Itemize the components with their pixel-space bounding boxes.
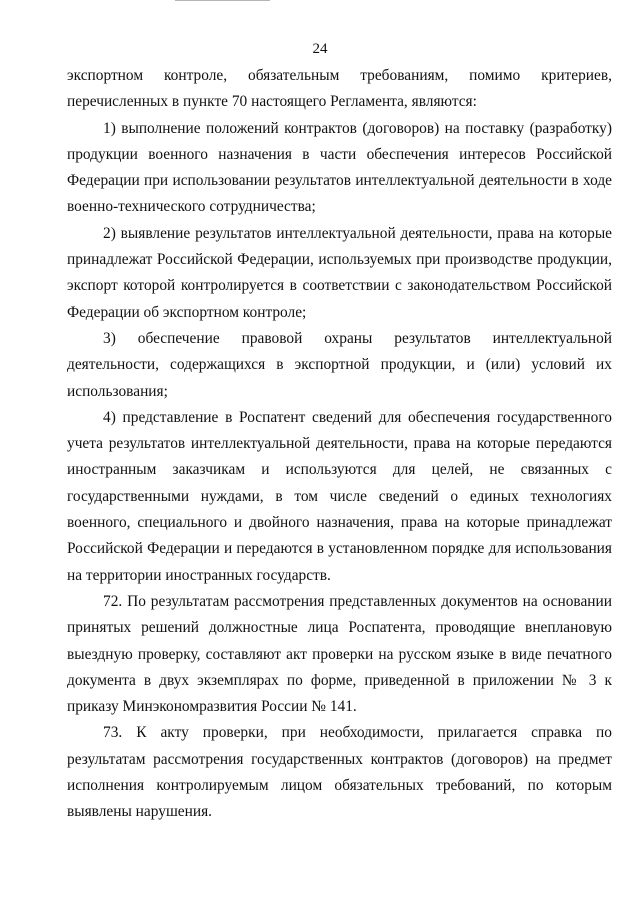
scan-artifact-line	[175, 0, 270, 1]
paragraph-continuation: экспортном контроле, обязательным требованиям, помимо критериев, перечисленных в пункте 70 настоящего Регламента, являются:	[67, 67, 612, 111]
paragraph-clause-73: 73. К акту проверки, при необходимости, прилагается справка по результатам рассмотрения государственных контрактов (договоров) на предмет исполнения контролируемым лицом обязательных требований, по которым выявлены нарушения.	[67, 724, 612, 821]
paragraph-item-2: 2) выявление результатов интеллектуальной деятельности, права на которые принадлежат Российской Федерации, используемых при производстве продукции, экспорт которой контролируется в соответствии с законодательством Российской Федерации об экспортном контроле;	[67, 224, 612, 321]
page-number: 24	[312, 41, 328, 57]
paragraph-item-3: 3) обеспечение правовой охраны результатов интеллектуальной деятельности, содержащихся в экспортной продукции, и (или) условий их использования;	[67, 329, 612, 400]
paragraph-clause-72: 72. По результатам рассмотрения представленных документов на основании принятых решений должностные лица Роспатента, проводящие внеплановую выездную проверку, составляют акт проверки на русском языке в виде печатного документа в двух экземплярах по форме, приведенной в приложении № 3 к приказу Минэкономразвития России № 141.	[67, 592, 612, 716]
document-body	[67, 63, 612, 826]
paragraph-item-4: 4) представление в Роспатент сведений для обеспечения государственного учета результатов интеллектуальной деятельности, права на которые передаются иностранным заказчикам и используются для целей, не связанных с государственными нуждами, в том числе сведений о единых технологиях военного, специального и двойного назначения, права на которые принадлежат Российской Федерации и передаются в установленном порядке для использования на территории иностранных государств.	[67, 408, 612, 584]
paragraph-item-1: 1) выполнение положений контрактов (договоров) на поставку (разработку) продукции военного назначения в части обеспечения интересов Российской Федерации при использовании результатов интеллектуальной деятельности в ходе военно-технического сотрудничества;	[67, 119, 612, 216]
